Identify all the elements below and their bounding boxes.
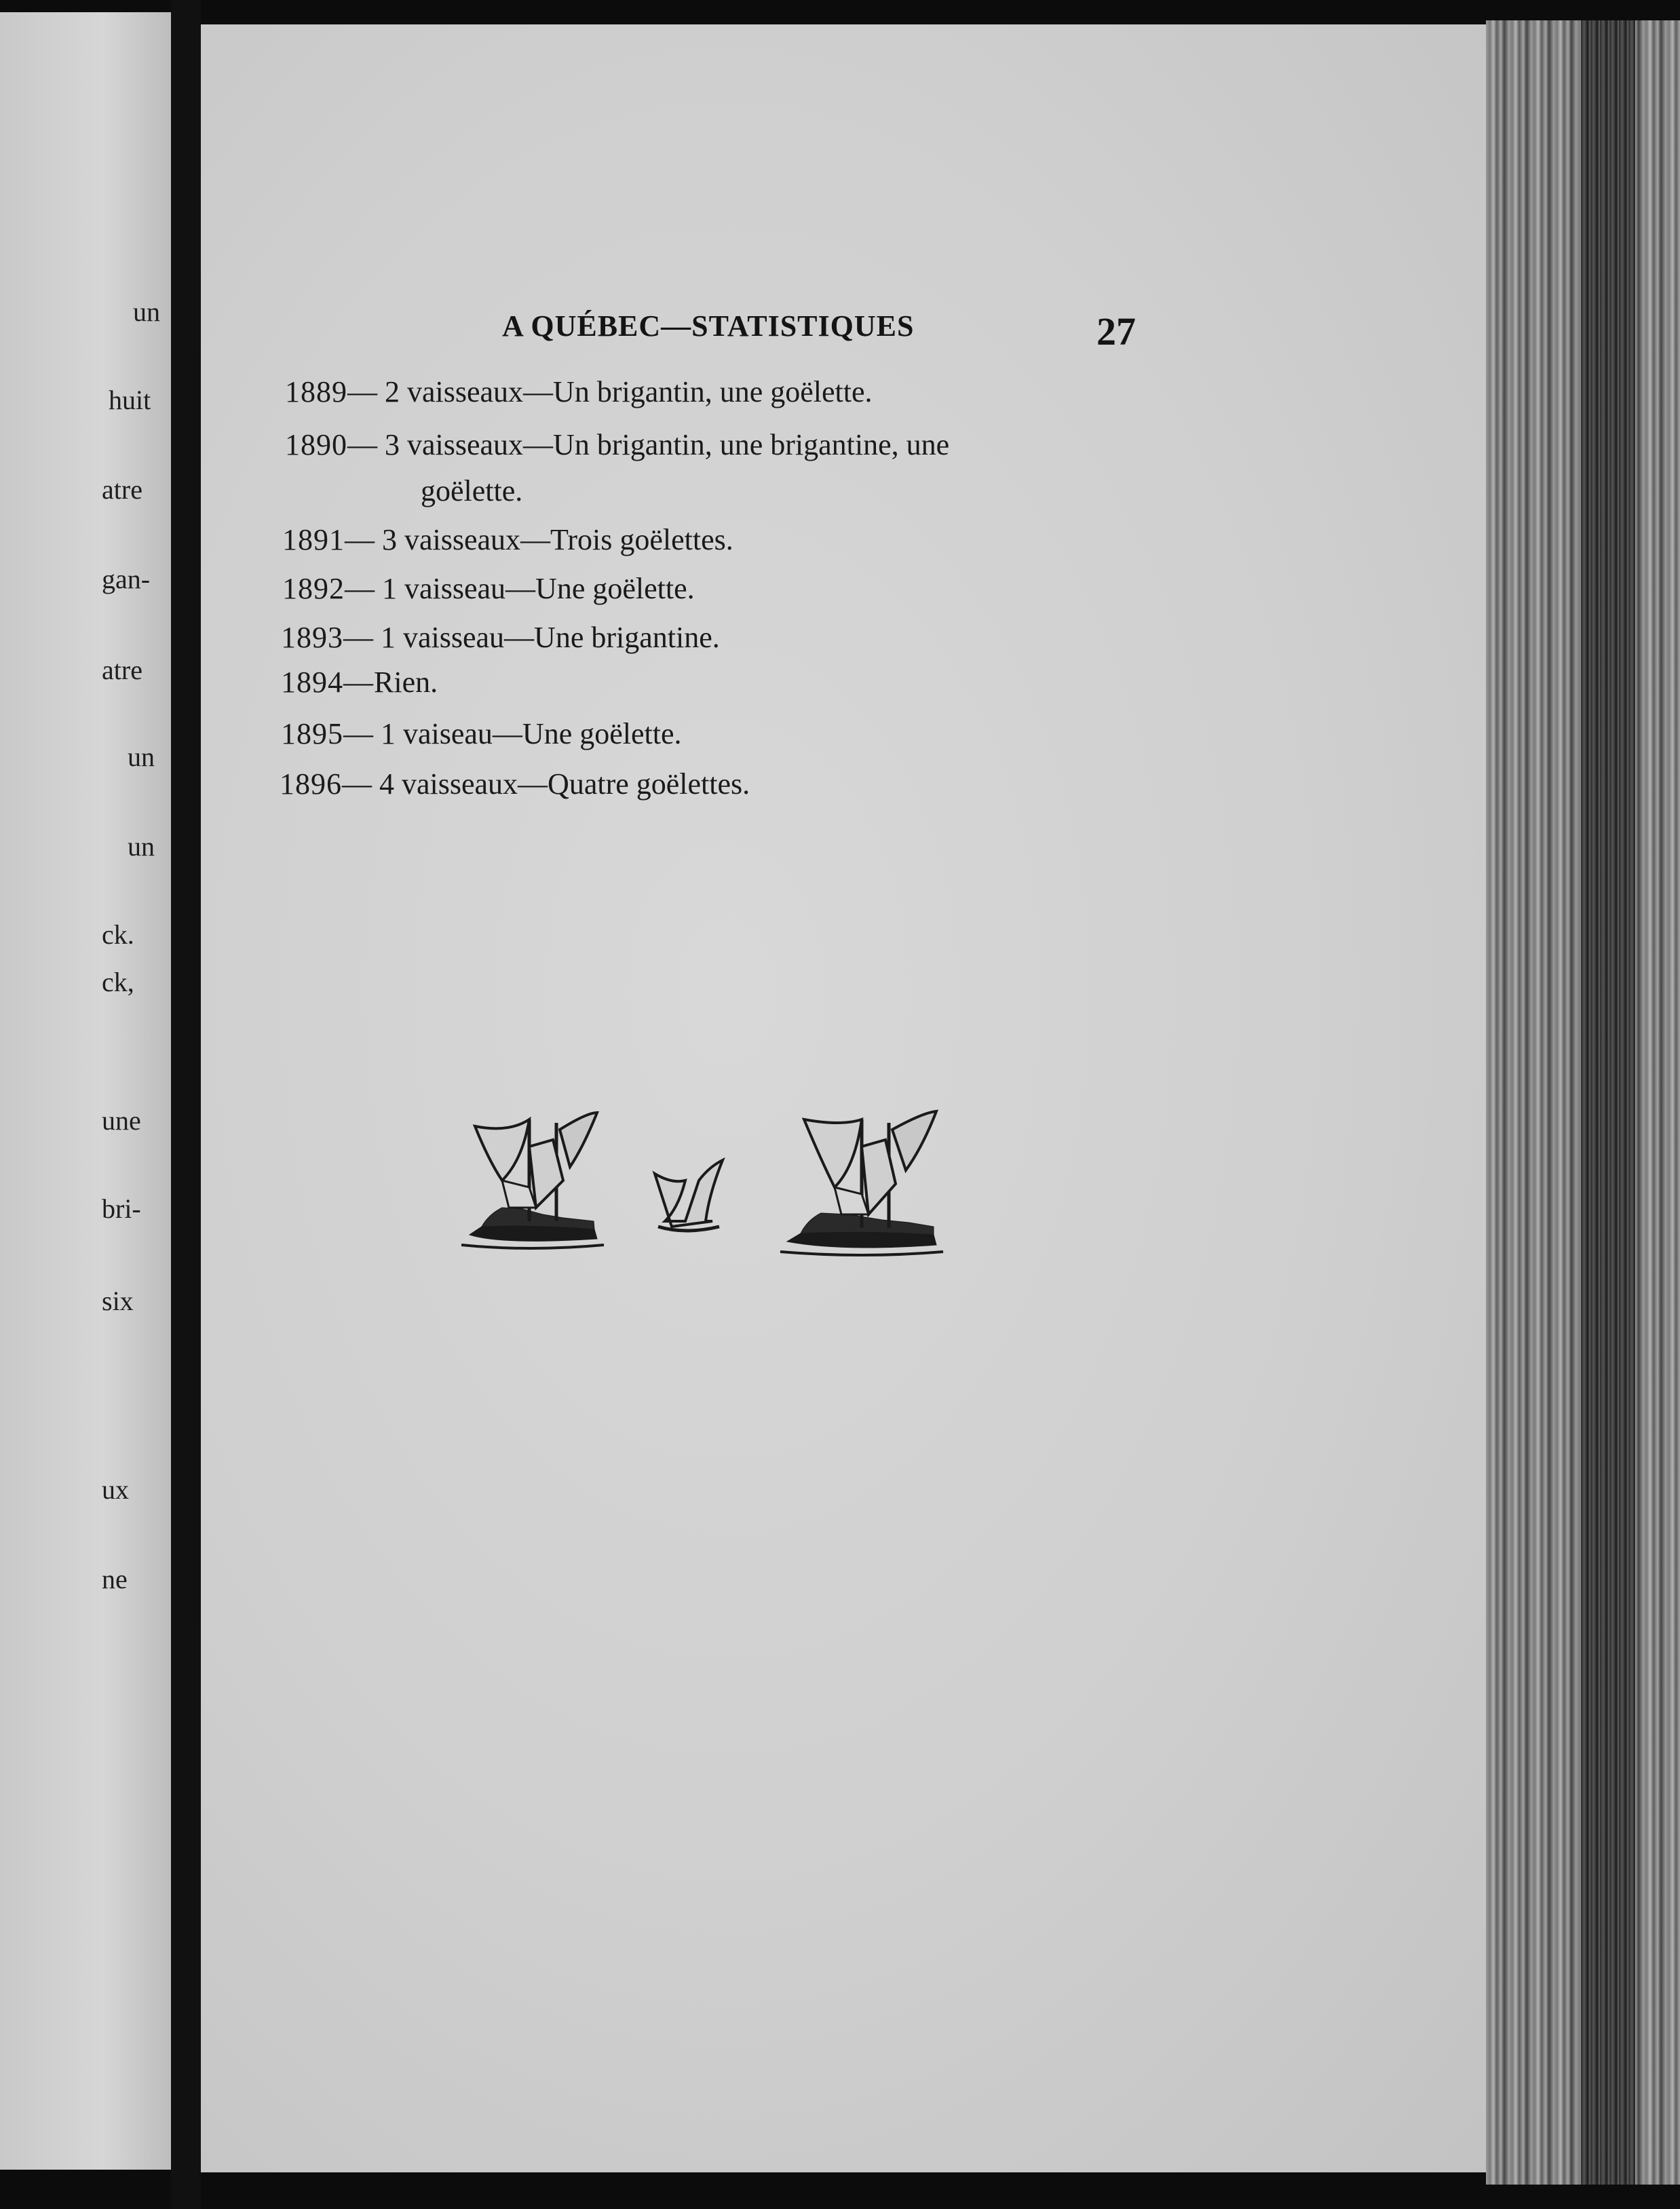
left-page-fragment: un [128,742,155,772]
left-page-fragment: un [133,296,160,327]
entry-year: 1896— [280,767,373,801]
page-number: 27 [1096,309,1136,353]
list-item [281,620,720,655]
entry-year: 1894— [281,666,374,699]
list-item [285,374,872,409]
left-page-fragment: gan- [102,564,151,594]
ship-left-illustration [461,1113,604,1248]
entry-year: 1892— [282,572,375,605]
list-item [281,665,438,699]
left-page-fragment: ck. [102,919,134,950]
entry-year: 1891— [282,523,375,556]
left-page-fragment: six [102,1286,134,1316]
left-page-fragment: bri- [102,1193,141,1224]
left-page-fragment: atre [102,655,142,685]
list-item [280,767,750,801]
list-item [285,427,949,462]
list-item [281,716,682,751]
left-page-fragment: atre [102,474,142,505]
entry-year: 1890— [285,428,378,461]
left-page-fragment: une [102,1105,141,1136]
entry-year: 1893— [281,621,374,654]
entry-text: 3 vaisseaux—Trois goëlettes. [382,523,733,556]
entry-text: 3 vaisseaux—Un brigantin, une brigantine, une [385,428,950,461]
entry-year: 1889— [285,375,378,408]
book-gutter [171,0,201,2209]
left-page-fragment: ne [102,1564,128,1594]
entry-text: 1 vaisseau—Une brigantine. [381,621,720,654]
list-item [282,571,695,606]
book-fore-edge-shadow [1581,20,1635,2185]
book-page [201,24,1516,2172]
entry-continuation: goëlette. [421,474,523,507]
left-page-fragment: un [128,831,155,862]
ship-small-illustration [655,1160,723,1231]
left-page-fragment: ux [102,1474,129,1505]
entry-text: 2 vaisseaux—Un brigantin, une goëlette. [385,375,873,408]
entry-text: 1 vaisseau—Une goëlette. [382,572,695,605]
ship-right-illustration [780,1111,943,1255]
list-item [282,522,733,557]
previous-page-edge [0,12,171,2170]
running-header: A QUÉBEC—STATISTIQUES [502,309,915,343]
entry-text: 1 vaiseau—Une goëlette. [381,717,682,750]
entry-year: 1895— [281,717,374,750]
entry-text: Rien. [374,666,438,699]
left-page-fragment: huit [109,385,151,415]
left-page-fragment: ck, [102,967,134,997]
entry-text: 4 vaisseaux—Quatre goëlettes. [379,767,750,801]
sailing-ships-vignette [461,1106,950,1269]
